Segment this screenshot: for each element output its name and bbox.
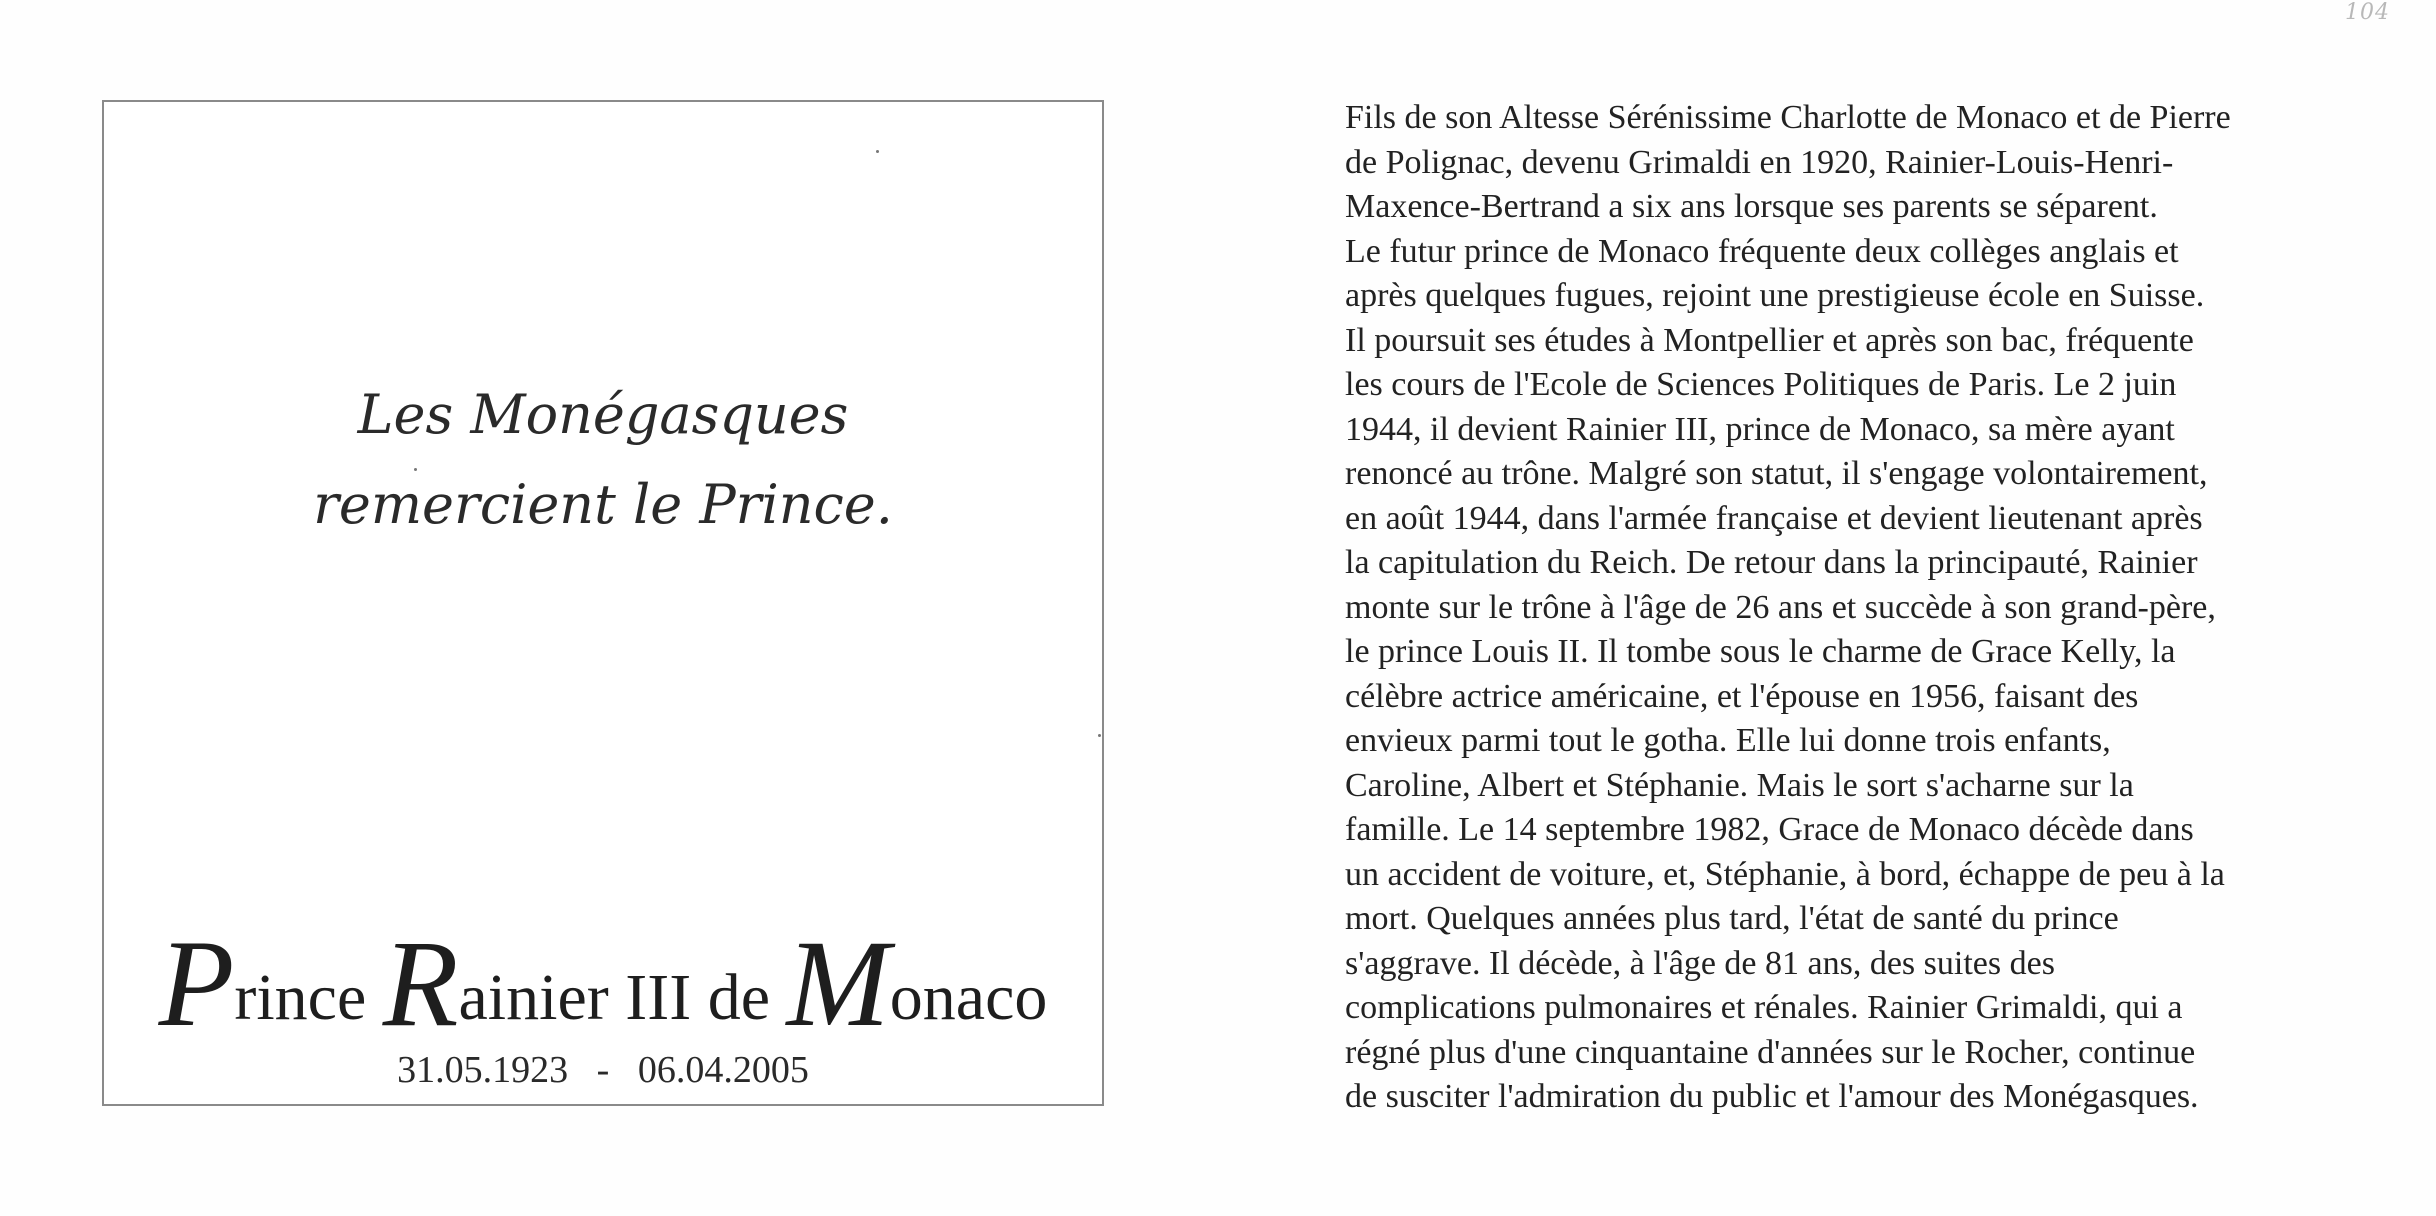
bio-line: Fils de son Altesse Sérénissime Charlotte de Monaco et de Pierre <box>1345 99 2231 136</box>
death-date: 06.04.2005 <box>637 1049 809 1091</box>
page-number: 104 <box>2345 0 2390 25</box>
bio-line: régné plus d'une cinquantaine d'années sur le Rocher, continue <box>1345 1033 2196 1071</box>
date-separator: - <box>596 1049 610 1091</box>
bio-line: renoncé au trône. Malgré son statut, il s'engage volontairement, <box>1345 455 2208 492</box>
memorial-card <box>102 100 1104 1106</box>
name-part-monaco: onaco <box>889 961 1048 1034</box>
bio-line: Caroline, Albert et Stéphanie. Mais le sort s'acharne sur la <box>1345 766 2134 804</box>
tribute-text <box>104 370 1102 550</box>
name-initial-p: P <box>158 915 235 1052</box>
name-initial-r: R <box>382 915 459 1052</box>
bio-line: le prince Louis II. Il tombe sous le charme de Grace Kelly, la <box>1345 633 2176 670</box>
bio-line: Il poursuit ses études à Montpellier et après son bac, fréquente <box>1345 321 2194 359</box>
life-dates <box>104 1048 1102 1092</box>
bio-line: de susciter l'admiration du public et l'amour des Monégasques. <box>1345 1078 2199 1115</box>
bio-line: Le futur prince de Monaco fréquente deux collèges anglais et <box>1345 232 2179 270</box>
tribute-line-2: remercient le Prince. <box>313 473 893 536</box>
bio-line: envieux parmi tout le gotha. Elle lui donne trois enfants, <box>1345 722 2111 759</box>
bio-line: les cours de l'Ecole de Sciences Politiques de Paris. Le 2 juin <box>1345 366 2177 403</box>
scan-speck <box>876 150 879 153</box>
biography-text <box>1345 96 2365 1120</box>
bio-line: complications pulmonaires et rénales. Rainier Grimaldi, qui a <box>1345 989 2183 1026</box>
bio-line: un accident de voiture, et, Stéphanie, à bord, échappe de peu à la <box>1345 855 2225 893</box>
name-part-prince: rince <box>234 961 367 1034</box>
scan-speck <box>1098 734 1101 737</box>
bio-line: monte sur le trône à l'âge de 26 ans et succède à son grand-père, <box>1345 588 2216 626</box>
prince-name-heading <box>104 915 1102 1052</box>
name-part-rainier: ainier III de <box>458 961 770 1034</box>
bio-line: après quelques fugues, rejoint une prestigieuse école en Suisse. <box>1345 277 2205 314</box>
bio-line: en août 1944, dans l'armée française et devient lieutenant après <box>1345 499 2203 537</box>
bio-line: célèbre actrice américaine, et l'épouse en 1956, faisant des <box>1345 677 2139 715</box>
tribute-line-1: Les Monégasques <box>357 383 849 446</box>
bio-line: mort. Quelques années plus tard, l'état de santé du prince <box>1345 900 2119 937</box>
bio-line: Maxence-Bertrand a six ans lorsque ses parents se séparent. <box>1345 188 2158 225</box>
bio-line: 1944, il devient Rainier III, prince de Monaco, sa mère ayant <box>1345 410 2175 448</box>
birth-date: 31.05.1923 <box>397 1049 569 1091</box>
bio-line: la capitulation du Reich. De retour dans la principauté, Rainier <box>1345 544 2198 581</box>
name-initial-m: M <box>786 915 890 1052</box>
bio-line: de Polignac, devenu Grimaldi en 1920, Rainier-Louis-Henri- <box>1345 143 2174 181</box>
bio-line: s'aggrave. Il décède, à l'âge de 81 ans, des suites des <box>1345 944 2055 982</box>
bio-line: famille. Le 14 septembre 1982, Grace de Monaco décède dans <box>1345 811 2194 848</box>
